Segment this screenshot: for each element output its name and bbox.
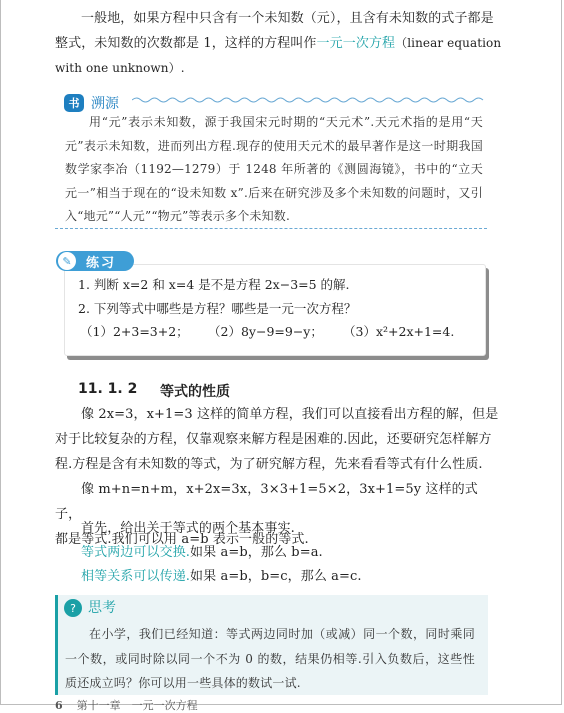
exercise-item-3: （3）x²+2x+1=4. — [343, 324, 455, 339]
page-number: 6 — [55, 699, 63, 712]
intro-paragraph — [55, 6, 502, 81]
think-title: 思考 — [88, 600, 116, 616]
body-p1-line-3: 程.方程是含有未知数的等式，为了研究解方程，先来看看等式有什么性质. — [55, 457, 483, 472]
fact-2-text: 如果 a=b，b=c，那么 a=c. — [190, 569, 362, 584]
wavy-divider — [132, 96, 488, 104]
term-linear-equation: 一元一次方程 — [316, 36, 396, 51]
body-paragraph-1 — [55, 402, 502, 477]
body-p1-line-2: 对于比较复杂的方程，仅靠观察来解方程是困难的.因此，还要研究怎样解方 — [55, 432, 492, 447]
exercise-tag — [56, 251, 134, 271]
body-p2-line-1: 像 m+n=n+m，x+2x=3x，3×3+1=5×2，3x+1=5y 这样的式子， — [55, 482, 478, 522]
exercise-q2: 2. 下列等式中哪些是方程？哪些是一元一次方程？ — [78, 301, 357, 316]
fact-2-label: 相等关系可以传递. — [81, 569, 191, 584]
suyuan-bottom-divider — [55, 228, 487, 229]
suyuan-title: 溯源 — [91, 96, 119, 112]
chapter-name: 第十一章 一元一次方程 — [76, 699, 198, 712]
body-p1-line-1: 像 2x=3，x+1=3 这样的简单方程，我们可以直接看出方程的解，但是 — [81, 407, 499, 422]
section-number: 11. 1. 2 — [78, 381, 138, 397]
intro-line-2-pre: 整式，未知数的次数都是 1，这样的方程叫作 — [55, 36, 317, 51]
fact-2 — [55, 564, 502, 589]
intro-line-2-post: （linear equation — [395, 36, 502, 50]
suyuan-text: 用“元”表示未知数，源于我国宋元时期的“天元术”.天元术指的是用“天元”表示未知数，进而列出方程.现存的使用天元术的最早著作是这一时期我国数学家李冶（1192—1279）于 1248 年所著的《测圆海镜》，书中的“立天元一”相当于现在的“设未知数 x”.后来在研究涉及多个未知数的问题时，又引入“地元”“人元”“物元”等表示多个未知数. — [65, 115, 483, 224]
fact-1-text: 如果 a=b，那么 b=a. — [190, 545, 323, 560]
section-title: 等式的性质 — [160, 384, 230, 400]
fact-1-label: 等式两边可以交换. — [81, 545, 191, 560]
page-footer — [55, 697, 198, 713]
body-p2-line-2: 都是等式.我们可以用 a=b 表示一般的等式. — [55, 532, 309, 547]
exercise-q1: 1. 判断 x=2 和 x=4 是不是方程 2x−3=5 的解. — [78, 277, 350, 292]
intro-line-2 — [55, 31, 502, 56]
book-icon: 书 — [64, 94, 84, 112]
exercise-title: 练习 — [86, 255, 117, 271]
exercise-item-2: （2）8y−9=9−y； — [208, 324, 323, 339]
body-paragraph-3: 首先，给出关于等式的两个基本事实. — [81, 521, 295, 536]
question-icon: ? — [64, 599, 82, 617]
exercise-item-1: （1）2+3=3+2； — [80, 324, 189, 339]
pencil-icon: ✎ — [58, 252, 76, 270]
fact-1 — [55, 540, 502, 565]
intro-line-3: with one unknown）. — [55, 61, 185, 75]
think-text: 在小学，我们已经知道：等式两边同时加（或减）同一个数，同时乘同一个数，或同时除以同一个不为 0 的数，结果仍相等.引入负数后，这些性质还成立吗？你可以用一些具体的数试一试. — [65, 627, 475, 690]
intro-line-1: 一般地，如果方程中只含有一个未知数（元），且含有未知数的式子都是 — [81, 11, 494, 26]
